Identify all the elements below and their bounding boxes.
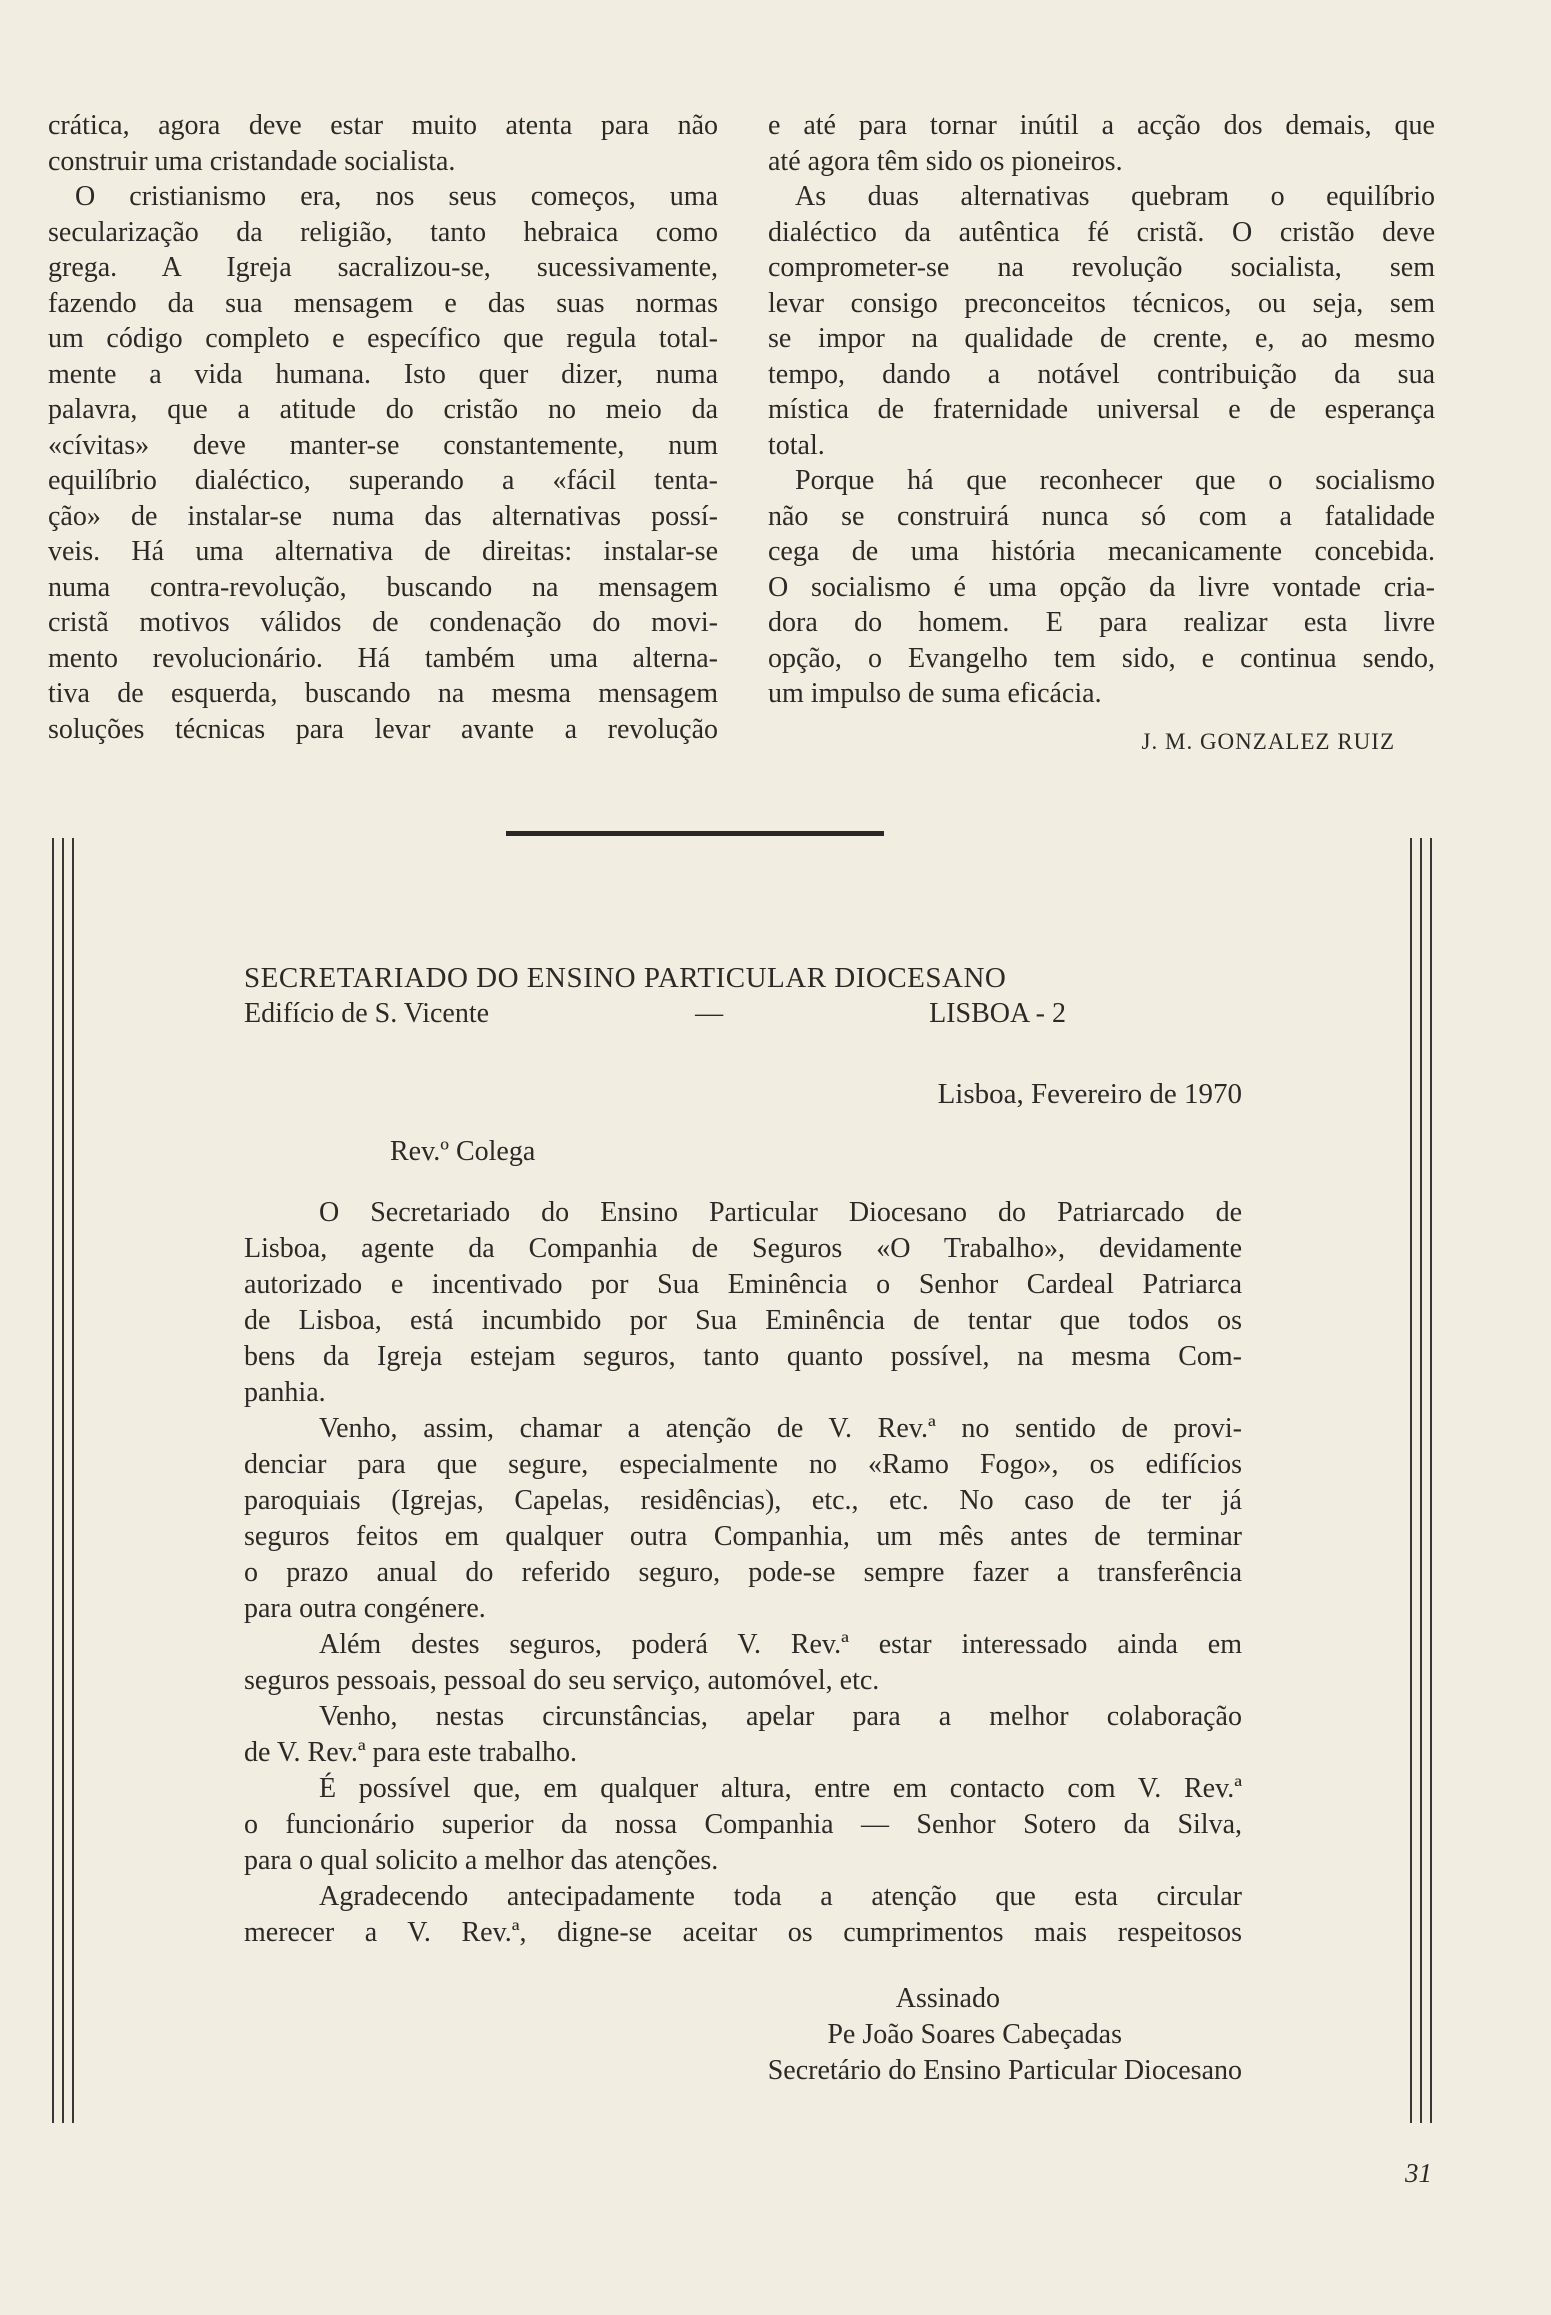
text-line: merecer a V. Rev.ª, digne-se aceitar os cumprimentos mais respeitosos	[244, 1917, 1242, 1948]
letterhead-org: SECRETARIADO DO ENSINO PARTICULAR DIOCESANO	[244, 962, 1007, 994]
text-line: Agradecendo antecipadamente toda a atenção que esta circular	[319, 1881, 1242, 1912]
box-border-right	[1420, 838, 1422, 2123]
text-line: bens da Igreja estejam seguros, tanto quanto possível, na mesma Com-	[244, 1341, 1242, 1372]
text-line: O Secretariado do Ensino Particular Diocesano do Patriarcado de	[319, 1197, 1242, 1228]
signer-name: Pe João Soares Cabeçadas	[827, 2019, 1122, 2050]
left-column	[48, 108, 718, 747]
text-line: tempo, dando a notável contribuição da sua	[768, 358, 1435, 390]
signed-label: Assinado	[895, 1983, 1000, 2014]
text-line: dialéctico da autêntica fé cristã. O cristão deve	[768, 216, 1435, 248]
text-line: autorizado e incentivado por Sua Eminência o Senhor Cardeal Patriarca	[244, 1269, 1242, 1300]
text-line: É possível que, em qualquer altura, entre em contacto com V. Rev.ª	[319, 1773, 1242, 1804]
letter-greeting: Rev.º Colega	[390, 1136, 536, 1167]
text-line: não se construirá nunca só com a fatalidade	[768, 500, 1435, 532]
text-line: tiva de esquerda, buscando na mesma mensagem	[48, 678, 718, 709]
text-line: grega. A Igreja sacralizou-se, sucessivamente,	[48, 252, 718, 283]
section-divider	[506, 831, 884, 836]
text-line: Além destes seguros, poderá V. Rev.ª estar interessado ainda em	[319, 1629, 1242, 1660]
text-line: Lisboa, agente da Companhia de Seguros «O Trabalho», devidamente	[244, 1233, 1242, 1264]
text-line: um impulso de suma eficácia.	[768, 678, 1102, 709]
text-line: se impor na qualidade de crente, e, ao mesmo	[768, 323, 1435, 354]
text-line: palavra, que a atitude do cristão no meio da	[48, 394, 718, 425]
text-line: Porque há que reconhecer que o socialismo	[795, 465, 1435, 496]
text-line: total.	[768, 429, 825, 461]
text-line: e até para tornar inútil a acção dos demais, que	[768, 110, 1435, 141]
text-line: para outra congénere.	[244, 1593, 486, 1624]
text-line: seguros feitos em qualquer outra Companhia, um mês antes de terminar	[244, 1521, 1242, 1552]
letterhead-address	[244, 996, 1066, 1032]
box-border-left	[72, 838, 74, 2123]
address-building: Edifício de S. Vicente	[244, 998, 490, 1029]
text-line: Venho, assim, chamar a atenção de V. Rev.ª no sentido de provi-	[319, 1413, 1242, 1444]
text-line: soluções técnicas para levar avante a revolução	[48, 713, 718, 745]
address-city: LISBOA - 2	[929, 998, 1066, 1029]
article-signature: J. M. GONZALEZ RUIZ	[1141, 728, 1395, 754]
text-line: crática, agora deve estar muito atenta para não	[48, 110, 718, 141]
text-line: «cívitas» deve manter-se constantemente, num	[48, 429, 718, 461]
text-line: paroquiais (Igrejas, Capelas, residências), etc., etc. No caso de ter já	[244, 1485, 1242, 1516]
text-line: equilíbrio dialéctico, superando a «fácil tenta-	[48, 465, 718, 496]
text-line: até agora têm sido os pioneiros.	[768, 145, 1123, 177]
circular-letter	[244, 960, 1242, 2089]
text-line: mística de fraternidade universal e de esperança	[768, 394, 1435, 425]
signer-title: Secretário do Ensino Particular Diocesano	[767, 2055, 1242, 2086]
text-line: secularização da religião, tanto hebraica como	[48, 216, 718, 248]
text-line: denciar para que segure, especialmente no «Ramo Fogo», os edifícios	[244, 1449, 1242, 1480]
address-dash: —	[695, 998, 724, 1029]
text-line: numa contra-revolução, buscando na mensagem	[48, 571, 718, 603]
text-line: de V. Rev.ª para este trabalho.	[244, 1737, 577, 1768]
box-border-right	[1410, 838, 1412, 2123]
text-line: As duas alternativas quebram o equilíbrio	[795, 181, 1435, 212]
letter-body	[244, 1195, 1242, 1951]
text-line: construir uma cristandade socialista.	[48, 145, 456, 177]
text-line: panhia.	[244, 1377, 326, 1408]
text-line: cega de uma história mecanicamente concebida.	[768, 536, 1435, 567]
right-column	[768, 108, 1435, 759]
text-line: dora do homem. E para realizar esta livre	[768, 607, 1435, 638]
box-border-left	[52, 838, 54, 2123]
letter-date: Lisboa, Fevereiro de 1970	[937, 1078, 1242, 1110]
text-line: o prazo anual do referido seguro, pode-se sempre fazer a transferência	[244, 1557, 1242, 1588]
text-line: um código completo e específico que regula total-	[48, 323, 718, 354]
box-border-left	[62, 838, 64, 2123]
letter-signature-block	[244, 1981, 1242, 2089]
text-line: veis. Há uma alternativa de direitas: instalar-se	[48, 536, 718, 567]
page-number: 31	[1405, 2158, 1432, 2188]
text-line: comprometer-se na revolução socialista, sem	[768, 252, 1435, 283]
text-line: Venho, nestas circunstâncias, apelar para a melhor colaboração	[319, 1701, 1242, 1732]
text-line: opção, o Evangelho tem sido, e continua sendo,	[768, 642, 1435, 674]
text-line: de Lisboa, está incumbido por Sua Eminência de tentar que todos os	[244, 1305, 1242, 1336]
text-line: seguros pessoais, pessoal do seu serviço, automóvel, etc.	[244, 1665, 880, 1696]
text-line: cristã motivos válidos de condenação do movi-	[48, 607, 718, 638]
text-line: O socialismo é uma opção da livre vontade cria-	[768, 571, 1435, 603]
text-line: ção» de instalar-se numa das alternativas possí-	[48, 500, 718, 532]
text-line: mento revolucionário. Há também uma alterna-	[48, 642, 718, 674]
text-line: o funcionário superior da nossa Companhia — Senhor Sotero da Silva,	[244, 1809, 1242, 1840]
text-line: O cristianismo era, nos seus começos, uma	[75, 181, 718, 212]
text-line: fazendo da sua mensagem e das suas normas	[48, 287, 718, 319]
text-line: mente a vida humana. Isto quer dizer, numa	[48, 358, 718, 390]
text-line: levar consigo preconceitos técnicos, ou seja, sem	[768, 287, 1435, 319]
text-line: para o qual solicito a melhor das atenções.	[244, 1845, 719, 1876]
box-border-right	[1430, 838, 1432, 2123]
